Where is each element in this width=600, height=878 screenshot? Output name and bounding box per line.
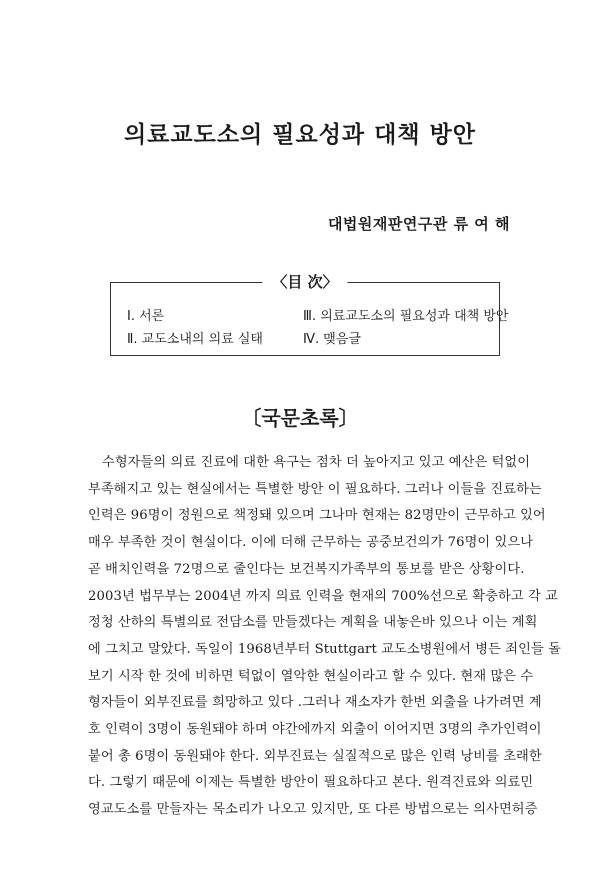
abstract-heading: 〔국문초록〕 (241, 406, 359, 430)
toc-item-necessity-and-measures: Ⅲ. 의료교도소의 필요성과 대책 방안 (303, 309, 509, 324)
paragraph-line: 매우 부족한 것이 현실이다. 이에 더해 근무하는 공중보건의가 76명이 있으나 (88, 535, 534, 551)
abstract-body (88, 450, 561, 824)
toc-item-introduction: Ⅰ. 서론 (127, 309, 165, 324)
toc-item-medical-status: Ⅱ. 교도소내의 의료 실태 (127, 332, 263, 347)
paragraph-line: 다. 그렇기 때문에 이제는 특별한 방안이 필요하다고 본다. 원격진료와 의료민 (88, 775, 534, 791)
paragraph-line: 영교도소를 만들자는 목소리가 나오고 있지만, 또 다른 방법으로는 의사면허증 (88, 802, 538, 818)
paragraph-line: 수형자들의 의료 진료에 대한 욕구는 점차 더 높아지고 있고 예산은 턱없이 (102, 455, 531, 470)
paragraph-line: 에 그치고 말았다. 독일이 1968년부터 Stuttgart 교도소병원에서 병든 죄인들 돌 (88, 641, 561, 657)
paragraph-line: 정청 산하의 특별의료 전담소를 만들겠다는 계획을 내놓은바 있으나 이는 계획 (88, 615, 538, 631)
paragraph-line: 곧 배치인력을 72명으로 줄인다는 보건복지가족부의 통보를 받은 상황이다. (88, 561, 525, 577)
paragraph-line: 인력은 96명이 정원으로 책정돼 있으며 그나마 현재는 82명만이 근무하고 있어 (88, 508, 546, 524)
paragraph-line: 2003년 법무부는 2004년 까지 의료 인력을 현재의 700%선으로 확충하고 각 교 (88, 588, 558, 604)
toc-heading: 〈目 次〉 (262, 271, 347, 292)
author-line: 대법원재판연구관 류 여 해 (327, 215, 510, 233)
paragraph-line: 부족해지고 있는 현실에서는 특별한 방안 이 필요하다. 그러나 이들을 진료하는 (88, 481, 542, 497)
paragraph-line: 보기 시작 한 것에 비하면 턱없이 열악한 현실이라고 할 수 있다. 현재 많은 수 (88, 668, 534, 684)
paper-title: 의료교도소의 필요성과 대책 방안 (123, 121, 477, 148)
toc-item-conclusion: Ⅳ. 맺음글 (303, 332, 361, 347)
paragraph-line: 호 인력이 3명이 동원돼야 하며 야간에까지 외출이 이어지면 3명의 추가인력이 (88, 722, 542, 738)
paragraph-line: 형자들이 외부진료를 희망하고 있다 .그러나 재소자가 한번 외출을 나가려면 계 (88, 695, 542, 711)
paragraph-line: 붙어 총 6명이 동원돼야 한다. 외부진료는 실질적으로 많은 인력 낭비를 초래한 (88, 748, 542, 764)
table-of-contents (110, 273, 509, 356)
